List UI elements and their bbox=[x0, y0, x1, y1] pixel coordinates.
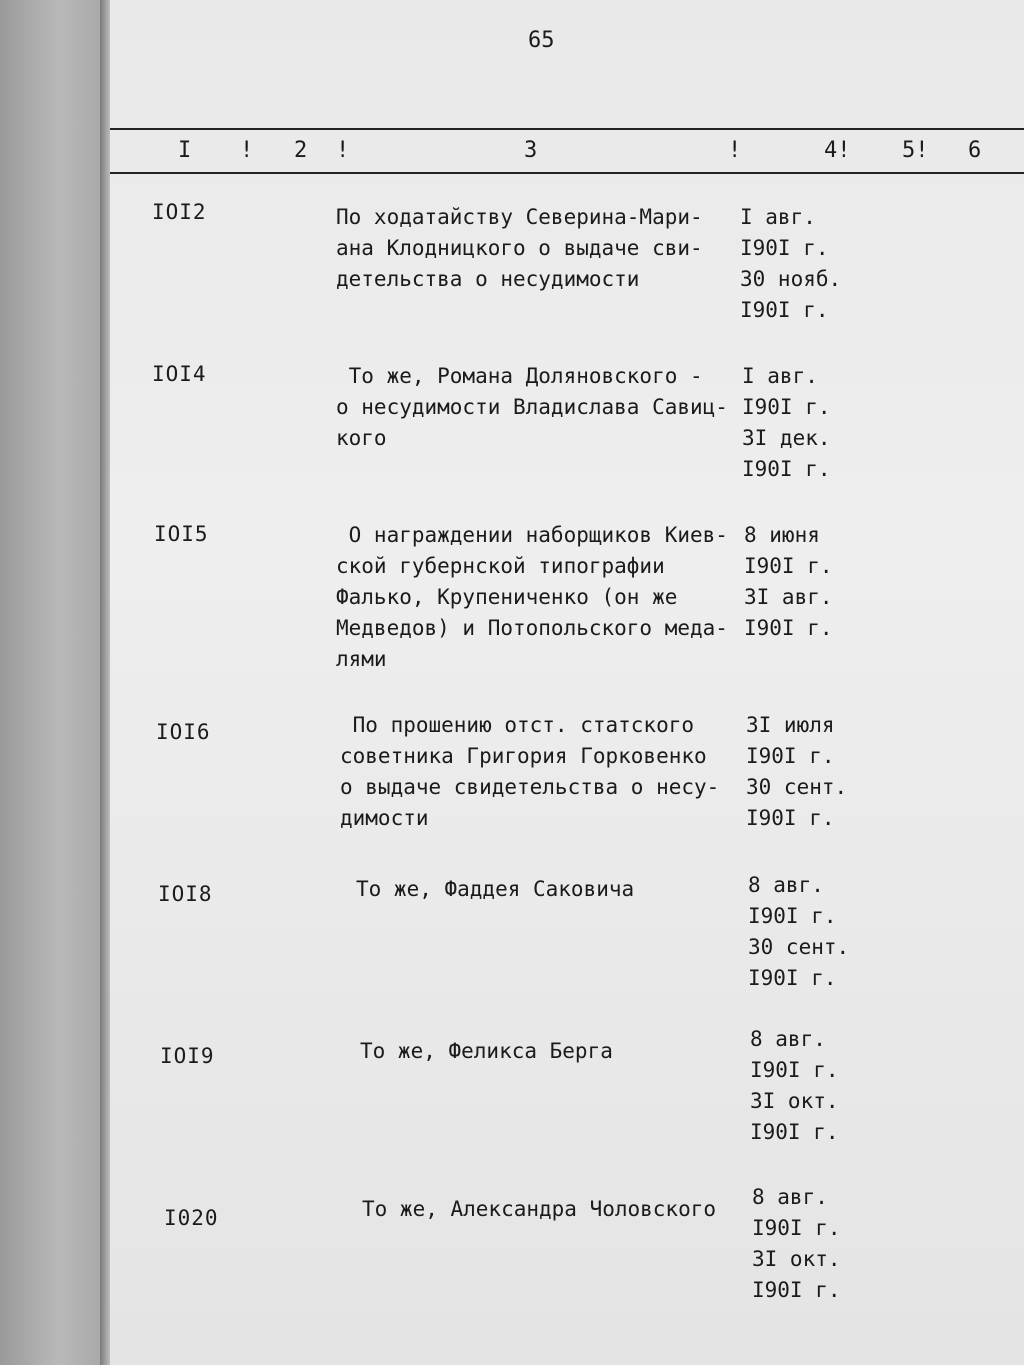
case-number: IOI6 bbox=[156, 720, 211, 744]
case-dates: 8 авг. I90I г. 30 сент. I90I г. bbox=[748, 873, 850, 990]
header-col-4: 4! bbox=[824, 138, 851, 163]
case-number: IOI8 bbox=[158, 882, 213, 906]
header-col-3: 3 bbox=[524, 138, 538, 163]
case-number: IOI2 bbox=[152, 200, 207, 224]
case-number: IOI9 bbox=[160, 1044, 215, 1068]
header-bottom-rule bbox=[110, 172, 1024, 174]
case-number: I020 bbox=[164, 1206, 219, 1230]
facing-page bbox=[0, 0, 108, 1365]
case-description: То же, Феликса Берга bbox=[360, 1039, 613, 1063]
case-description: То же, Романа Доляновского - о несудимости Владислава Савиц- кого bbox=[336, 364, 728, 450]
header-col-1: I bbox=[178, 138, 192, 163]
header-col-6: 6 bbox=[968, 138, 982, 163]
case-dates: 8 авг. I90I г. 3I окт. I90I г. bbox=[752, 1185, 841, 1302]
case-number: IOI5 bbox=[154, 522, 209, 546]
case-description: По прошению отст. статского советника Григория Горковенко о выдаче свидетельства о несу- димости bbox=[340, 713, 720, 830]
header-top-rule bbox=[110, 128, 1024, 130]
case-description: То же, Фаддея Саковича bbox=[356, 877, 635, 901]
case-description: О награждении наборщиков Киев- ской губернской типографии Фалько, Крупениченко (он же Медведов) и Потопольского меда- лями bbox=[336, 523, 728, 671]
header-separator-1: ! bbox=[240, 138, 254, 163]
case-dates: I авг. I90I г. 30 нояб. I90I г. bbox=[740, 205, 842, 322]
case-dates: I авг. I90I г. 3I дек. I90I г. bbox=[742, 364, 831, 481]
header-separator-3: ! bbox=[728, 138, 742, 163]
case-description: По ходатайству Северина-Мари- ана Клодницкого о выдаче сви- детельства о несудимости bbox=[336, 205, 703, 291]
case-description: То же, Александра Чоловского bbox=[362, 1197, 717, 1221]
page-number: 65 bbox=[528, 28, 555, 53]
case-dates: 8 авг. I90I г. 3I окт. I90I г. bbox=[750, 1027, 839, 1144]
case-dates: 3I июля I90I г. 30 сент. I90I г. bbox=[746, 713, 848, 830]
header-col-2: 2 bbox=[294, 138, 308, 163]
header-separator-2: ! bbox=[336, 138, 350, 163]
case-dates: 8 июня I90I г. 3I авг. I90I г. bbox=[744, 523, 833, 640]
case-number: IOI4 bbox=[152, 362, 207, 386]
header-col-5: 5! bbox=[902, 138, 929, 163]
